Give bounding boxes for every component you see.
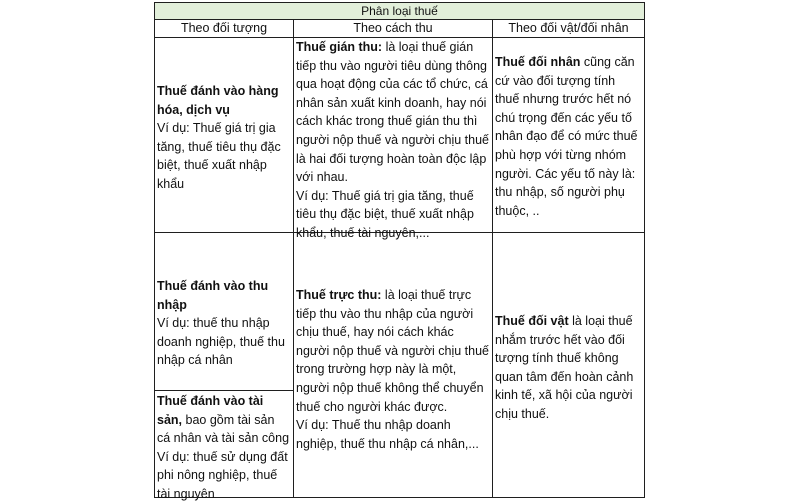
asset-tax-description: bao gồm tài sản cá nhân và tài sản công [157,412,290,446]
col-divider-1 [293,19,294,498]
indirect-tax-example: Ví dụ: Thuế giá trị gia tăng, thuế tiêu thụ đặc biệt, thuế xuất nhập khẩu, thuế tài nguyên,... [296,188,474,240]
cell-goods-services-tax [157,82,291,194]
table-border-left [154,2,155,498]
person-tax-term: Thuế đối nhân [495,55,581,69]
cell-asset-tax [157,392,291,504]
cell-indirect-tax [296,38,490,243]
direct-tax-example: Ví dụ: Thuế thu nhập doanh nghiệp, thuế thu nhập cá nhân,... [296,418,479,451]
header-theo-doi-tuong: Theo đối tượng [180,21,268,35]
cell-income-tax [157,277,291,370]
col1-row-divider [154,390,293,391]
goods-tax-example: Ví dụ: Thuế giá trị gia tăng, thuế tiêu thụ đặc biệt, thuế xuất nhập khẩu [157,121,281,191]
income-tax-example: Ví dụ: thuế thu nhập doanh nghiệp, thuế thu nhập cá nhân [157,316,285,368]
goods-tax-heading: Thuế đánh vào hàng hóa, dịch vụ [157,84,279,117]
header-theo-cach-thu: Theo cách thu [353,21,433,35]
indirect-tax-definition: là loại thuế gián tiếp thu vào người tiêu dùng thông qua hoạt động của các tổ chức, cá nhân sản xuất kinh doanh, hay nói cách khác trong thuế gián thu thì người nộp thuế và người chịu thuế là hai đối tượng hoàn toàn độc lập với nhau. [296,40,489,185]
cell-direct-tax [296,286,490,453]
person-tax-definition: cũng căn cứ vào đối tượng tính thuế nhưng trước hết nó chú trọng đến các yếu tố nhân đạo để có mức thuế phù hợp với từng nhóm người. Các yếu tố này là: thu nhập, số người phụ thuộc, .. [495,55,638,218]
cell-person-tax [495,53,642,220]
asset-tax-heading: Thuế đánh vào tài sản, [157,394,264,427]
col-divider-2 [492,19,493,498]
income-tax-heading: Thuế đánh vào thu nhập [157,279,269,312]
object-tax-term: Thuế đối vật [495,314,569,328]
cell-object-tax [495,312,642,424]
asset-tax-example: Ví dụ: thuế sử dụng đất phi nông nghiệp, thuế tài nguyên [157,449,288,501]
table-border-right [644,2,645,498]
table-title: Phân loại thuế [155,3,644,19]
direct-tax-term: Thuế trực thu: [296,288,382,302]
header-theo-doi-vat-doi-nhan: Theo đối vật/đối nhân [508,21,629,35]
indirect-tax-term: Thuế gián thu: [296,40,383,54]
object-tax-definition: là loại thuế nhắm trước hết vào đối tượng tính thuế không quan tâm đến hoàn cảnh kinh tế, xã hội của người chịu thuế. [495,314,634,421]
direct-tax-definition: là loại thuế trực tiếp thu vào thu nhập của người chịu thuế, hay nói cách khác người nộp thuế và người chịu thuế trong trường hợp này là một, người nộp thuế không thể chuyển thuế cho người khác được. [296,288,489,414]
